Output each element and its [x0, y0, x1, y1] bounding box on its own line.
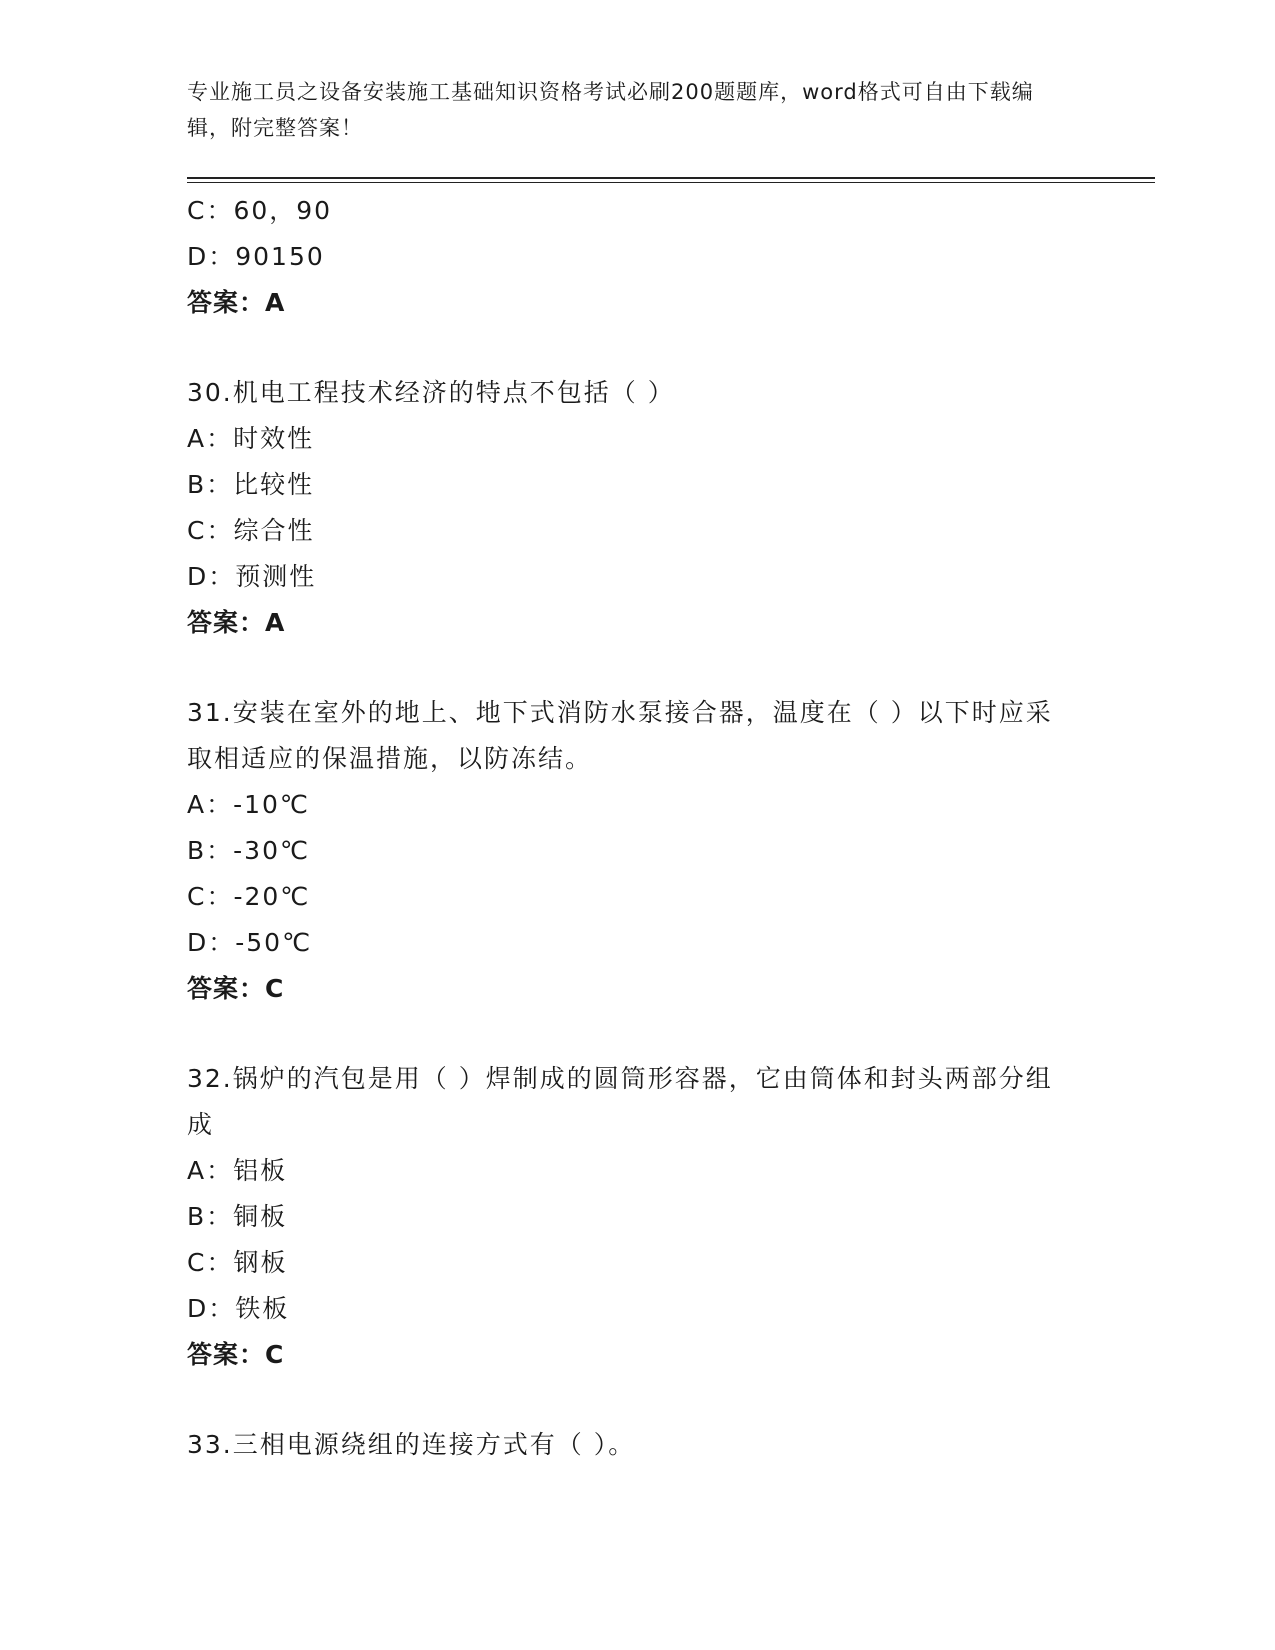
question-31-option-d: D：-50℃	[187, 928, 313, 957]
header-divider-thick	[187, 177, 1155, 179]
question-32-option-d: D：铁板	[187, 1294, 290, 1323]
question-31-option-b: B：-30℃	[187, 836, 311, 865]
answer-line: 答案：A	[187, 288, 286, 317]
question-32-option-b: B：铜板	[187, 1202, 288, 1231]
question-33-stem: 33.三相电源绕组的连接方式有（ ）。	[187, 1430, 636, 1459]
question-32-option-c: C：钢板	[187, 1248, 288, 1277]
question-spacer	[187, 646, 1067, 690]
question-31-answer: 答案：C	[187, 974, 285, 1003]
question-32-option-a: A：铝板	[187, 1156, 288, 1185]
question-spacer	[187, 1378, 1067, 1422]
question-30-option-c: C：综合性	[187, 516, 315, 545]
document-header: 专业施工员之设备安装施工基础知识资格考试必刷200题题库，word格式可自由下载编辑，附完整答案！	[187, 80, 1034, 140]
question-30-stem: 30.机电工程技术经济的特点不包括（ ）	[187, 378, 675, 407]
question-content	[187, 188, 1067, 1468]
header-divider-thin	[187, 182, 1155, 183]
option-c: C：60，90	[187, 196, 333, 225]
question-30-option-a: A：时效性	[187, 424, 315, 453]
question-30-answer: 答案：A	[187, 608, 286, 637]
question-31-option-c: C：-20℃	[187, 882, 311, 911]
question-30-option-d: D：预测性	[187, 562, 317, 591]
question-32-stem: 32.锅炉的汽包是用（ ）焊制成的圆筒形容器，它由筒体和封头两部分组成	[187, 1064, 1053, 1139]
question-32-answer: 答案：C	[187, 1340, 285, 1369]
question-31-option-a: A：-10℃	[187, 790, 311, 819]
option-d: D：90150	[187, 242, 325, 271]
question-spacer	[187, 326, 1067, 370]
question-spacer	[187, 1012, 1067, 1056]
question-31-stem: 31.安装在室外的地上、地下式消防水泵接合器，温度在（ ）以下时应采取相适应的保温措施，以防冻结。	[187, 698, 1053, 773]
question-30-option-b: B：比较性	[187, 470, 315, 499]
